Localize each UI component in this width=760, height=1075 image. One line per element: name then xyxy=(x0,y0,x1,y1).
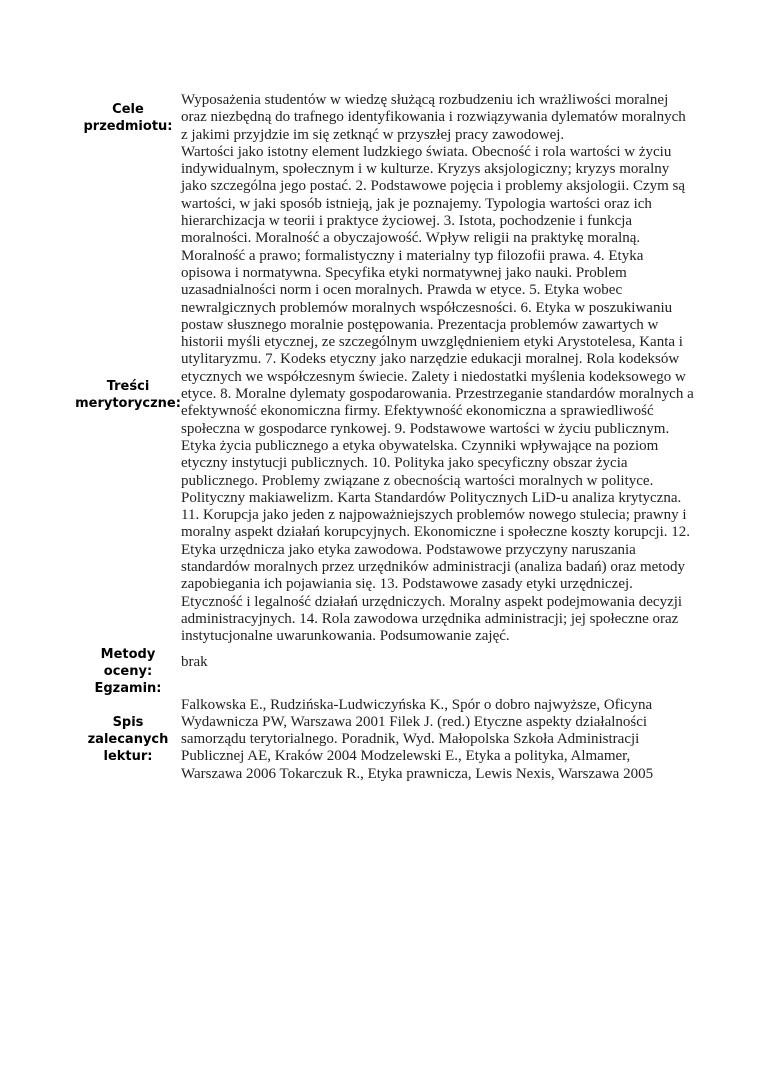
course-content-text: Wartości jako istotny element ludzkiego świata. Obecność i rola wartości w życiu indywidualnym, społecznym i w kulturze. Kryzys aksjologiczny; kryzys moralny jako szczególna jego postać. 2. Podstawowe pojęcia i problemy aksjologii. Czym są wartości, w jaki sposób istnieją, jak je poznajemy. Typologia wartości oraz ich hierarchizacja w teorii i praktyce życiowej. 3. Istota, pochodzenie i funkcja moralności. Moralność a obyczajowość. Wpływ religii na praktykę moralną. Moralność a prawo; formalistyczny i materialny typ filozofii prawa. 4. Etyka opisowa i normatywna. Specyfika etyki normatywnej jako nauki. Problem uzasadnialności norm i ocen moralnych. Prawda w etyce. 5. Etyka wobec newralgicznych problemów moralnych współczesności. 6. Etyka w poszukiwaniu postaw słusznego moralnie postępowania. Prezentacja problemów zawartych w historii myśli etycznej, ze szczególnym uwzględnieniem etyki Arystotelesa, Kanta i utylitaryzmu. 7. Kodeks etyczny jako narzędzie edukacji moralnej. Rola kodeksów etycznych we współczesnym świecie. Zalety i niedostatki myślenia kodeksowego w etyce. 8. Moralne dylematy gospodarowania. Przestrzeganie standardów moralnych a efektywność ekonomiczna firmy. Efektywność ekonomiczna a sprawiedliwość społeczna w gospodarce rynkowej. 9. Podstawowe wartości w życiu publicznym. Etyka życia publicznego a etyka obywatelska. Czynniki wpływające na poziom etyczny instytucji publicznych. 10. Polityka jako specyficzny obszar życia publicznego. Problemy związane z obecnością wartości moralnych w polityce. Polityczny makiawelizm. Karta Standardów Politycznych LiD-u analiza krytyczna. 11. Korupcja jako jeden z najpoważniejszych problemów nowego stulecia; prawny i moralny aspekt działań korupcyjnych. Ekonomiczne i społeczne koszty korupcji. 12. Etyka urzędnicza jako etyka zawodowa. Podstawowe przyczyny naruszania standardów moralnych przez urzędników administracji (analiza badań) oraz metody zapobiegania ich pojawiania się. 13. Podstawowe zasady etyki urzędniczej. Etyczność i legalność działań urzędniczych. Moralny aspekt podejmowania decyzji administracyjnych. 14. Rola zawodowa urzędnika administracji; jej społeczne oraz instytucjonalne uwarunkowania. Podsumowanie zajęć. xyxy=(181,143,694,645)
assessment-methods-label: Metody oceny: xyxy=(100,646,156,679)
syllabus-page xyxy=(75,92,695,783)
syllabus-table xyxy=(75,92,695,783)
reading-list-label: Spis zalecanych lektur: xyxy=(87,715,169,765)
row-exam xyxy=(75,680,695,697)
row-assessment-methods xyxy=(75,646,695,680)
course-content-label: Treści merytoryczne: xyxy=(75,378,181,411)
course-goals-label: Cele przedmiotu: xyxy=(83,101,173,134)
reading-list-text: Falkowska E., Rudzińska-Ludwiczyńska K., Spór o dobro najwyższe, Oficyna Wydawnicza PW, Warszawa 2001 Filek J. (red.) Etyczne aspekty działalności samorządu terytorialnego. Poradnik, Wyd. Małopolska Szkoła Administracji Publicznej AE, Kraków 2004 Modzelewski E., Etyka a polityka, Almamer, Warszawa 2006 Tokarczuk R., Etyka prawnicza, Lewis Nexis, Warszawa 2005 xyxy=(181,696,654,782)
row-reading-list xyxy=(75,697,695,783)
exam-label: Egzamin: xyxy=(94,680,162,696)
assessment-methods-text: brak xyxy=(181,653,208,670)
row-course-goals xyxy=(75,92,695,144)
exam-text xyxy=(181,680,695,697)
row-course-content xyxy=(75,144,695,646)
course-goals-text: Wyposażenia studentów w wiedzę służącą rozbudzeniu ich wrażliwości moralnej oraz niezbędną do trafnego identyfikowania i rozwiązywania dylematów moralnych z jakimi przyjdzie im się zetknąć w przyszłej pracy zawodowej. xyxy=(181,92,686,143)
